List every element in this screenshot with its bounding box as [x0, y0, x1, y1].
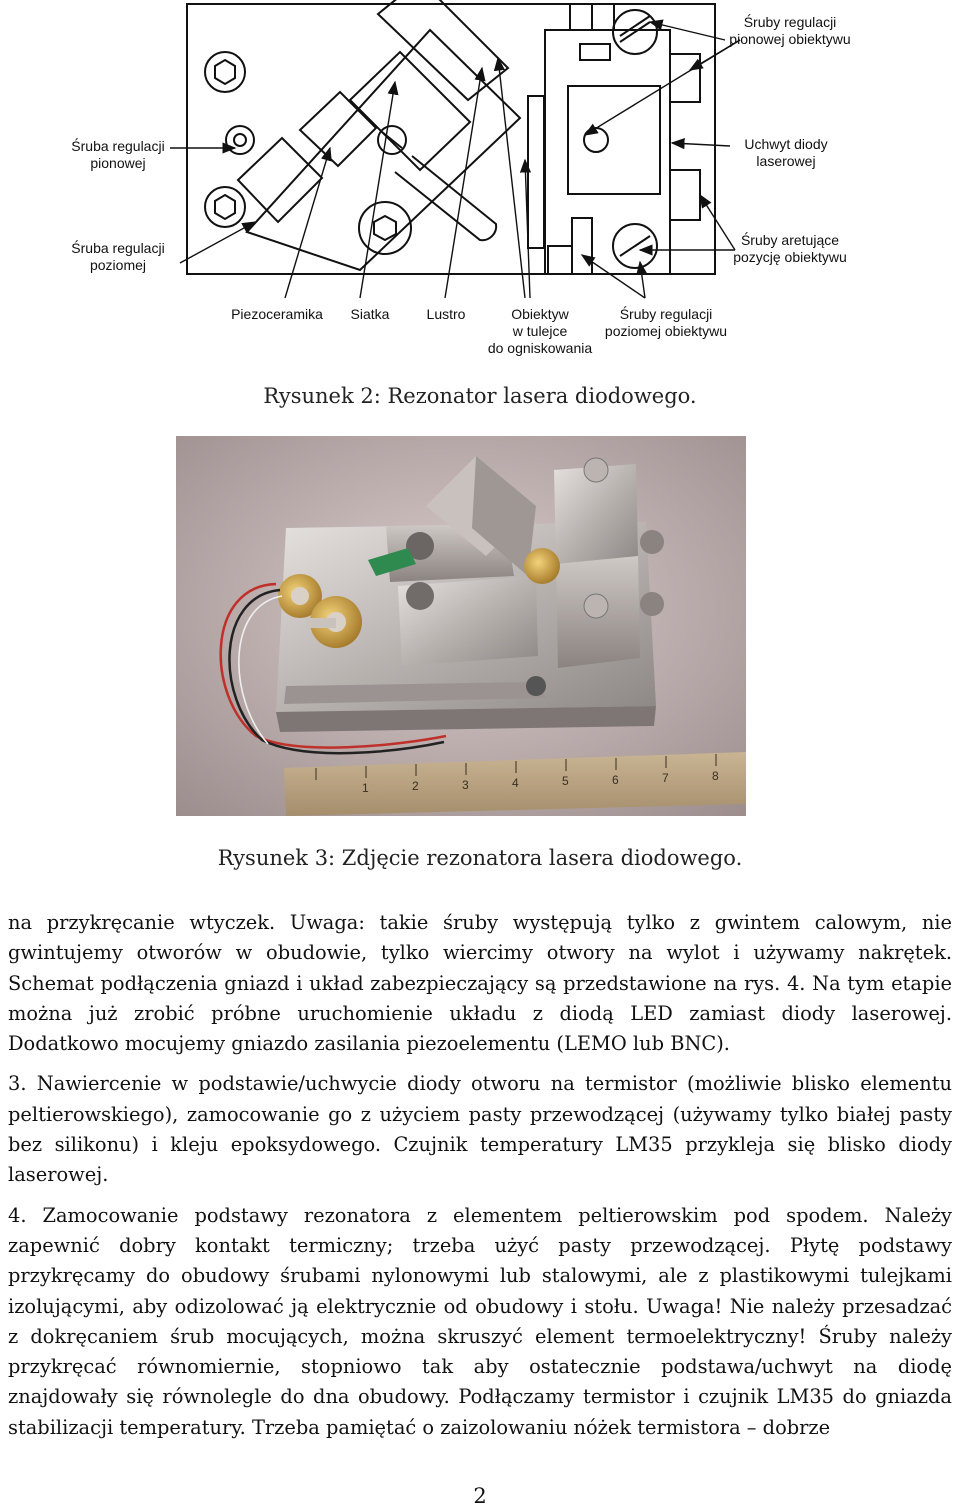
page-number: 2: [473, 1484, 487, 1508]
label-vertical-screw: Śruba regulacji pionowej: [71, 138, 165, 171]
label-lens: Obiektyw w tulejce do ogniskowania: [487, 306, 593, 356]
ruler-number: 4: [512, 776, 519, 790]
label-grating: Siatka: [350, 306, 390, 322]
paragraph-step-3: 3. Nawiercenie w podstawie/uchwycie diody otworu na termistor (możliwie blisko elementu peltierowskiego), zamocowanie go z użyciem pasty przewodzącej (używamy tylko białej pasty bez silikonu) i kleju epoksydowego. Czujnik temperatury LM35 przykleja się blisko diody laserowej.: [8, 1072, 952, 1187]
resonator-photo: [176, 436, 746, 816]
ruler-number: 5: [562, 774, 569, 788]
body-text: [8, 908, 952, 1443]
ruler-number: 7: [662, 771, 669, 785]
label-horizontal-screws-lens: Śruby regulacji poziomej obiektywu: [604, 306, 728, 339]
paragraph-step-4: 4. Zamocowanie podstawy rezonatora z elementem peltierowskim pod spodem. Należy zapewnić dobry kontakt termiczny; trzeba użyć pasty przewodzącej. Płytę podstawy przykręcamy do obudowy śrubami nylonowymi lub stalowymi, ale z plastikowymi tulejkami izolującymi, aby odizolować ją elektrycznie od obudowy i stołu. Uwaga! Nie należy przesadzać z dokręcaniem śrub mocujących, można skruszyć element termoelektryczny! Śruby należy przykręcać równomiernie, stopniowo tak aby ostatecznie podstawa/uchwyt na diodę znajdowały się równolegle do dna obudowy. Podłączamy termistor i czujnik LM35 do gniazda stabilizacji temperatury. Trzeba pamiętać o zaizolowaniu nóżek termistora – dobrze: [8, 1203, 952, 1439]
ruler-number: 2: [412, 779, 419, 793]
figure-2: [0, 0, 960, 370]
ruler-number: 3: [462, 778, 469, 792]
ruler-number: 8: [712, 769, 719, 783]
label-diode-holder: Uchwyt diody laserowej: [744, 136, 828, 169]
label-horizontal-screw: Śruba regulacji poziomej: [71, 240, 165, 273]
figure-2-caption: Rysunek 2: Rezonator lasera diodowego.: [263, 384, 697, 408]
ruler-number: 1: [362, 781, 369, 795]
ruler-number: 6: [612, 773, 619, 787]
label-mirror: Lustro: [426, 306, 466, 322]
label-piezo: Piezoceramika: [231, 306, 323, 322]
label-vertical-screws-lens: Śruby regulacji pionowej obiektywu: [729, 14, 851, 47]
figure-3-photo: [176, 436, 746, 816]
figure-3-caption: Rysunek 3: Zdjęcie rezonatora lasera diodowego.: [217, 846, 743, 870]
label-locking-screws: Śruby aretujące pozycję obiektywu: [733, 232, 847, 265]
paragraph-continuation: na przykręcanie wtyczek. Uwaga: takie śruby występują tylko z gwintem calowym, nie gwintujemy otworów w obudowie, tylko wiercimy otwory na wylot i używamy nakrętek. Schemat podłączenia gniazd i układ zabezpieczający są przedstawione na rys. 4. Na tym etapie można już zrobić próbne uruchomienie układu z diodą LED zamiast diody laserowej. Dodatkowo mocujemy gniazdo zasilania piezoelementu (LEMO lub BNC).: [8, 911, 952, 1056]
